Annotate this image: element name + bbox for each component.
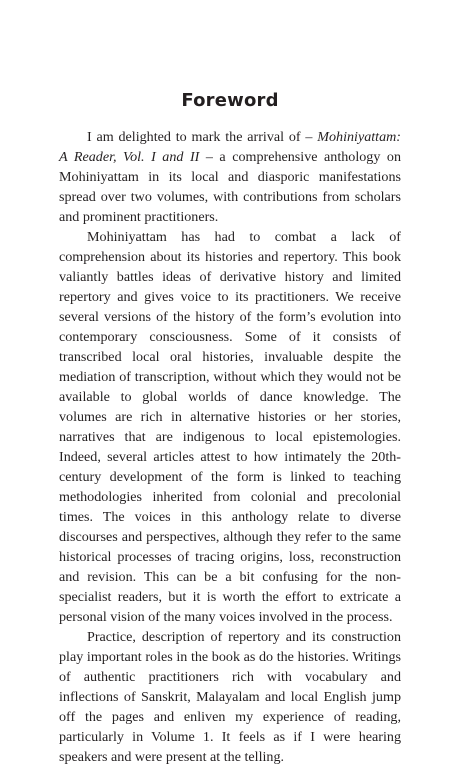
paragraph-3: Practice, description of repertory and its construction play important roles in the book as do the histories. Writings of authentic practitioners rich with vocabulary and inflections of Sanskrit, Malayalam and local English jump off the pages and enliven my experience of reading, particularly in Volume 1. It feels as if I were hearing speakers and were present at the telling. (59, 629, 401, 765)
paragraph-2: Mohiniyattam has had to combat a lack of comprehension about its histories and repertory. This book valiantly battles ideas of derivative history and limited repertory and gives voice to its practitioners. We receive several versions of the history of the form’s evolution into contemporary consciousness. Some of it consists of transcribed local oral histories, invaluable despite the mediation of transcription, without which they would not be available to global worlds of dance knowledge. The volumes are rich in alternative histories or her stories, narratives that are indigenous to local epistemologies. Indeed, several articles attest to how intimately the 20th-century development of the form is linked to teaching methodologies inherited from colonial and precolonial times. The voices in this anthology relate to diverse discourses and perspectives, although they refer to the same historical processes of tracing origins, loss, reconstruction and revision. This can be a bit confusing for the non-specialist readers, but it is worth the effort to extricate a personal vision of the many voices involved in the process. (59, 229, 401, 625)
book-title-italic: Mohiniyattam: A Reader, Vol. I and II (59, 129, 401, 165)
paragraph-1-rest: – a comprehensive anthology on Mohiniyattam in its local and diasporic manifestations spread over two volumes, with contributions from scholars and prominent practitioners. (59, 149, 401, 225)
page-title: Foreword (181, 90, 279, 111)
paragraph-1-lead: I am delighted to mark the arrival of – (87, 129, 318, 145)
paragraph-1 (59, 127, 401, 227)
foreword-body (59, 127, 401, 767)
